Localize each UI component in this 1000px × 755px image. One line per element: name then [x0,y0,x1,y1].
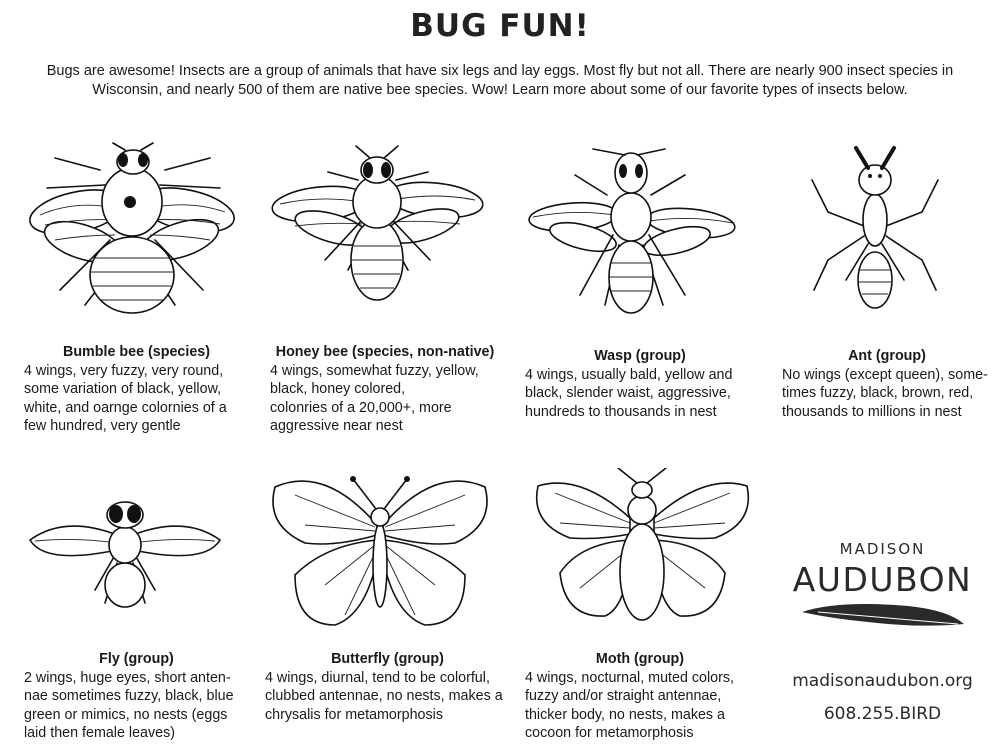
page-title: BUG FUN! [410,8,590,44]
insect-description: 4 wings, somewhat fuzzy, yellow, black, honey colored, colonries of a 20,000+, more aggressive near nest [270,362,479,434]
logo-line-audubon: AUDUBON [792,560,973,599]
insect-card-wasp [525,347,755,421]
insect-description: 4 wings, diurnal, tend to be colorful, clubbed antennae, no nests, makes a chrysalis for metamorphosis [265,669,503,723]
logo-line-madison: MADISON [839,540,926,558]
ant-icon [800,140,950,315]
insect-card-fly [24,650,249,743]
feather-icon [798,598,968,638]
insect-card-moth [525,650,755,743]
insect-name: Bumble bee (species) [63,344,210,360]
insect-name: Butterfly (group) [331,651,444,667]
website-link[interactable]: madisonaudubon.org [792,671,973,691]
insect-name: Honey bee (species, non-native) [275,344,495,360]
insect-name: Moth (group) [595,651,685,667]
insect-card-honey-bee [270,343,500,436]
insect-card-butterfly [265,650,510,724]
insect-name: Fly (group) [99,651,174,667]
insect-description: 4 wings, usually bald, yellow and black, slender waist, aggressive, hundreds to thousands in nest [525,366,733,420]
intro-paragraph: Bugs are awesome! Insects are a group of animals that have six legs and lay eggs. Most fly but not all. There are nearly 900 insect species in Wisconsin, and nearly 500 of them are native bee species. Wow! Learn more about some of our favorite types of insects below. [46,63,954,98]
bumble-bee-icon [25,140,240,320]
insect-card-bumble-bee [24,343,249,436]
fly-icon [25,495,225,615]
insect-description: 2 wings, huge eyes, short anten- nae sometimes fuzzy, black, blue green or mimics, no nests (eggs laid then female leaves) [24,669,234,741]
insect-card-ant [782,347,992,421]
insect-description: 4 wings, nocturnal, muted colors, fuzzy and/or straight antennae, thicker body, no nests, makes a cocoon for metamorphosis [525,669,734,741]
madison-audubon-logo [790,540,975,599]
phone-number: 608.255.BIRD [823,704,942,724]
moth-icon [530,468,755,633]
wasp-icon [525,145,740,320]
insect-description: No wings (except queen), some- times fuzzy, black, brown, red, thousands to millions in nest [782,366,988,420]
honey-bee-icon [270,140,485,305]
insect-name: Wasp (group) [594,348,686,364]
insect-name: Ant (group) [848,348,926,364]
butterfly-icon [265,465,495,640]
insect-description: 4 wings, very fuzzy, very round, some variation of black, yellow, white, and oarnge colornies of a few hundred, very gentle [24,362,227,434]
